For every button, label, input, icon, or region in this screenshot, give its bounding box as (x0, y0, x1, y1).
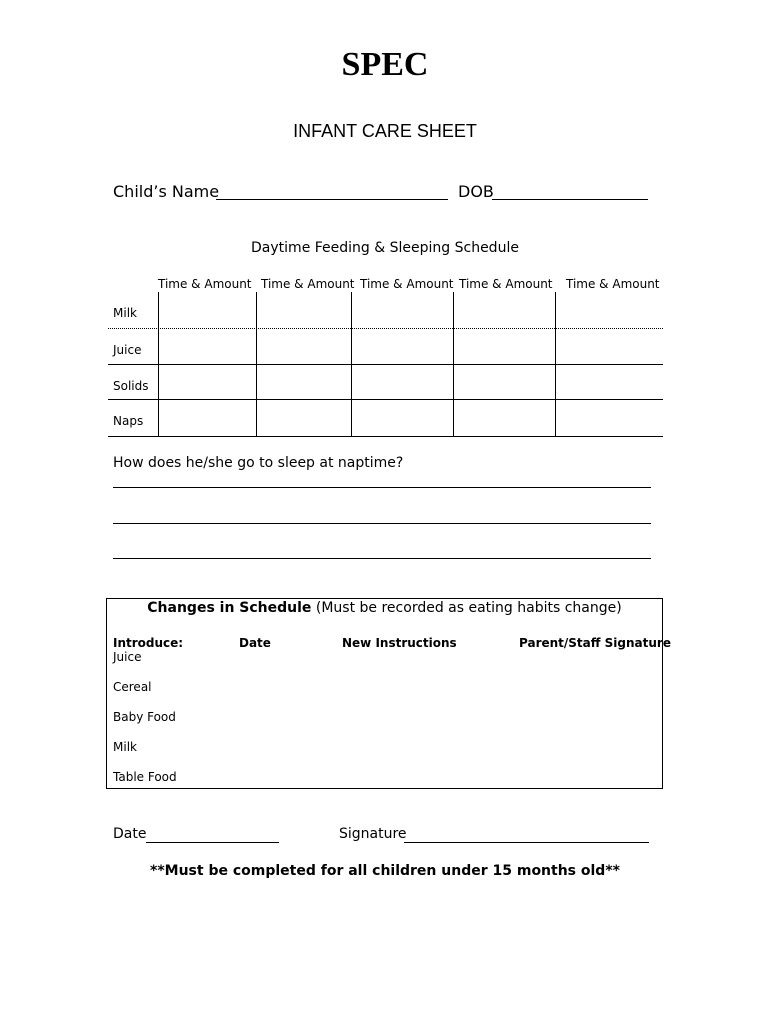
page-subtitle: INFANT CARE SHEET (293, 121, 477, 141)
row-label-juice: Juice (113, 343, 142, 357)
date-header: Date (239, 636, 271, 650)
answer-line[interactable] (113, 558, 651, 559)
row-label-naps: Naps (113, 414, 144, 428)
signature-field[interactable] (404, 826, 649, 843)
sleep-question: How does he/she go to sleep at naptime? (113, 455, 404, 471)
schedule-title: Daytime Feeding & Sleeping Schedule (251, 240, 519, 256)
grid-line (108, 399, 663, 400)
page-title: SPEC (341, 46, 429, 83)
row-label-solids: Solids (113, 379, 149, 393)
introduce-header: Introduce: (113, 636, 184, 650)
signature-label: Signature (339, 826, 407, 842)
introduce-item: Cereal (113, 680, 152, 694)
column-header: Time & Amount (459, 277, 553, 291)
changes-title-note: (Must be recorded as eating habits change) (315, 600, 622, 616)
changes-box (106, 598, 663, 789)
grid-line (555, 292, 556, 436)
answer-line[interactable] (113, 523, 651, 524)
changes-title (106, 600, 663, 616)
column-header: Time & Amount (566, 277, 660, 291)
date-label: Date (113, 826, 147, 842)
grid-line (108, 436, 663, 437)
child-name-label: Child’s Name (113, 182, 220, 201)
row-label-milk: Milk (113, 306, 137, 320)
grid-line (158, 292, 159, 436)
date-field[interactable] (146, 826, 279, 843)
dob-field[interactable] (492, 182, 648, 200)
grid-line (351, 292, 352, 436)
instructions-header: New Instructions (342, 636, 457, 650)
introduce-item: Table Food (113, 770, 177, 784)
signature-header: Parent/Staff Signature (519, 636, 671, 650)
introduce-item: Milk (113, 740, 137, 754)
grid-line (108, 328, 663, 329)
column-header: Time & Amount (158, 277, 252, 291)
grid-line (108, 364, 663, 365)
grid-line (256, 292, 257, 436)
column-header: Time & Amount (360, 277, 454, 291)
introduce-item: Juice (113, 650, 142, 664)
introduce-item: Baby Food (113, 710, 176, 724)
grid-line (453, 292, 454, 436)
answer-line[interactable] (113, 487, 651, 488)
footer-note: **Must be completed for all children under 15 months old** (150, 863, 620, 879)
dob-label: DOB (458, 182, 494, 201)
changes-title-bold: Changes in Schedule (147, 600, 312, 616)
child-name-field[interactable] (216, 182, 448, 200)
column-header: Time & Amount (261, 277, 355, 291)
